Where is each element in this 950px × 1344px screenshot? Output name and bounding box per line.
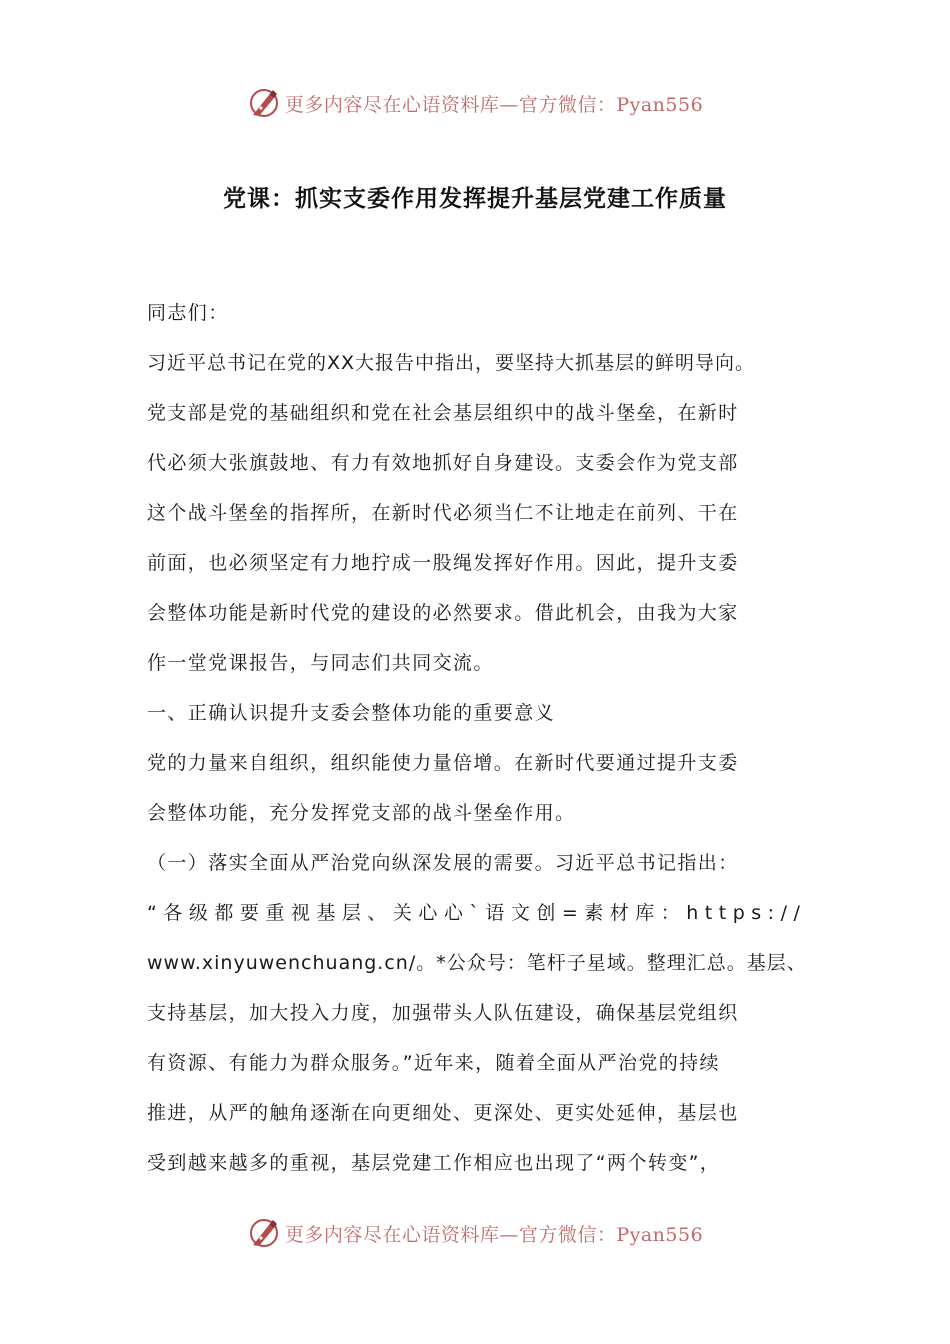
paragraph-line: 党支部是党的基础组织和党在社会基层组织中的战斗堡垒，在新时	[147, 402, 739, 424]
paragraph-line: 习近平总书记在党的XX大报告中指出，要坚持大抓基层的鲜明导向。	[147, 352, 756, 374]
paragraph-line: www.xinyuwenchuang.cn/。*公众号：笔杆子星域。整理汇总。基层、	[147, 952, 807, 974]
paragraph-line: 前面，也必须坚定有力地拧成一股绳发挥好作用。因此，提升支委	[147, 552, 739, 574]
header-watermark	[0, 83, 950, 123]
paragraph-line: 这个战斗堡垒的指挥所，在新时代必须当仁不让地走在前列、干在	[147, 502, 739, 524]
paragraph-line: 会整体功能是新时代党的建设的必然要求。借此机会，由我为大家	[147, 602, 739, 624]
paragraph-line: 党的力量来自组织，组织能使力量倍增。在新时代要通过提升支委	[147, 752, 739, 774]
paragraph-line: “各级都要重视基层、关心心`语文创=素材库：https://	[147, 902, 807, 924]
document-body	[147, 296, 817, 1196]
footer-watermark	[0, 1213, 950, 1253]
paragraph-line: 会整体功能，充分发挥党支部的战斗堡垒作用。	[147, 802, 576, 824]
paragraph-line: 有资源、有能力为群众服务。”近年来，随着全面从严治党的持续	[147, 1052, 720, 1074]
section-heading: 一、正确认识提升支委会整体功能的重要意义	[147, 702, 556, 724]
watermark-text: 更多内容尽在心语资料库—官方微信：Pyan556	[284, 1223, 704, 1246]
paragraph-line: 作一堂党课报告，与同志们共同交流。	[147, 652, 494, 674]
paragraph-line: 推进，从严的触角逐渐在向更细处、更深处、更实处延伸，基层也	[147, 1102, 739, 1124]
subsection-line: （一）落实全面从严治党向纵深发展的需要。习近平总书记指出：	[147, 852, 739, 874]
document-title: 党课：抓实支委作用发挥提升基层党建工作质量	[223, 185, 727, 212]
pen-nib-logo-icon	[247, 86, 281, 120]
watermark-text: 更多内容尽在心语资料库—官方微信：Pyan556	[284, 93, 704, 116]
pen-nib-logo-icon	[247, 1216, 281, 1250]
paragraph-line: 受到越来越多的重视，基层党建工作相应也出现了“两个转变”，	[147, 1152, 721, 1174]
salutation-line: 同志们：	[147, 302, 229, 324]
paragraph-line: 支持基层，加大投入力度，加强带头人队伍建设，确保基层党组织	[147, 1002, 739, 1024]
paragraph-line: 代必须大张旗鼓地、有力有效地抓好自身建设。支委会作为党支部	[147, 452, 739, 474]
